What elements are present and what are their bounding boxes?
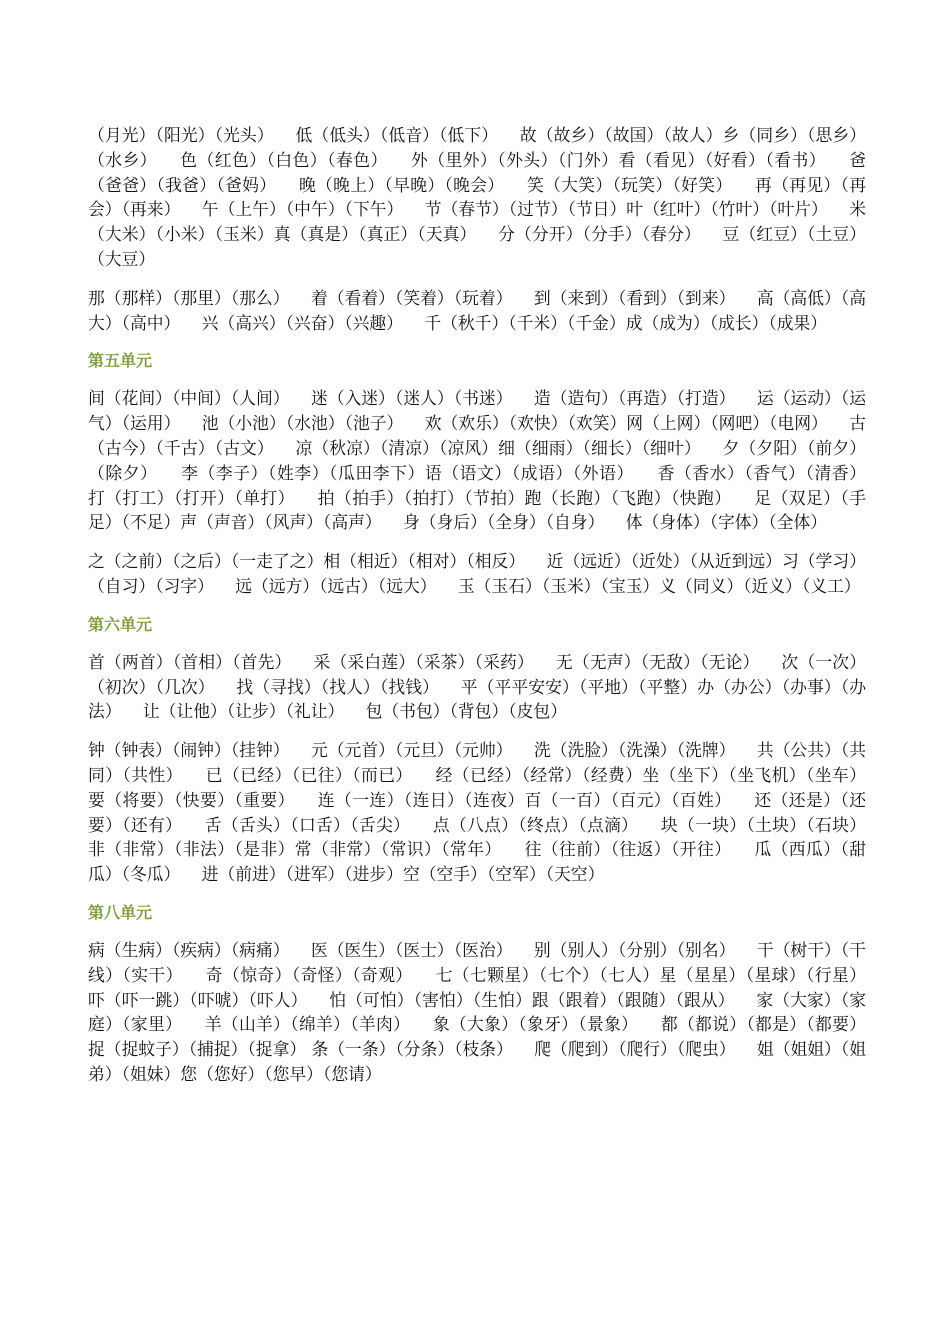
paragraph-unit4-part2: 那（那样）（那里）（那么） 着（看着）（笑着）（玩着） 到（来到）（看到）（到来） 高（高低）（高大）（高中） 兴（高兴）（兴奋）（兴趣） 千（秋千）（千米）（千金）成（成为）（成长）（成果） — [88, 287, 866, 333]
paragraph-unit4-part1: （月光）（阳光）（光头） 低（低头）（低音）（低下） 故（故乡）（故国）（故人）乡（同乡）（思乡）（水乡） 色（红色）（白色）（春色） 外（里外）（外头）（门外）看（看见）（好看）（看书） 爸（爸爸）（我爸）（爸妈） 晚（晚上）（早晚）（晚会） 笑（大笑）（玩笑）（好笑） 再（再见）（再会）（再来） 午（上午）（中午）（下午） 节（春节）（过节）（节日）叶（红叶）（竹叶）（叶片） 米（大米）（小米）（玉米）真（真是）（真正）（天真） 分（分开）（分手）（春分） 豆（红豆）（土豆）（大豆） — [88, 125, 866, 269]
paragraph-unit8-part1: 病（生病）（疾病）（病痛） 医（医生）（医士）（医治） 别（别人）（分别）（别名） 干（树干）（干线）（实干） 奇（惊奇）（奇怪）（奇观） 七（七颗星）（七个）（七人）星（星星）（星球）（行星） 吓（吓一跳）（吓唬）（吓人） 怕（可怕）（害怕）（生怕）跟（跟着）（跟随）（跟从） 家（大家）（家庭）（家里） 羊（山羊）（绵羊）（羊肉） 象（大象）（象牙）（景象） 都（都说）（都是）（都要） 捉（捉蚊子）（捕捉）（捉拿） 条（一条）（分条）（枝条） 爬（爬到）（爬行）（爬虫） 姐（姐姐）（姐弟）（姐妹）您（您好）（您早）（您请） — [88, 939, 888, 1084]
paragraph-unit5-part1: 间（花间）（中间）（人间） 迷（入迷）（迷人）（书迷） 造（造句）（再造）（打造） 运（运动）（运气）（运用） 池（小池）（水池）（池子） 欢（欢乐）（欢快）（欢笑）网（上网）（网吧）（电网） 古（古今）（千古）（古文） 凉（秋凉）（清凉）（凉风）细（细雨）（细长）（细叶） 夕（夕阳）（前夕）（除夕） 李（李子）（姓李）（瓜田李下）语（语文）（成语）（外语） 香（香水）（香气）（清香） 打（打工）（打开）（单打） 拍（拍手）（拍打）（节拍）跑（长跑）（飞跑）（快跑） 足（双足）（手足）（不足）声（声音）（风声）（高声） 身（身后）（全身）（自身） 体（身体）（字体）（全体） — [88, 388, 888, 533]
section-heading-unit8: 第八单元 — [88, 902, 153, 922]
paragraph-unit5-part2: 之（之前）（之后）（一走了之）相（相近）（相对）（相反） 近（远近）（近处）（从近到远）习（学习）（自习）（习字） 远（远方）（远古）（远大） 玉（玉石）（玉米）（宝玉）义（同义）（近义）（义工） — [88, 551, 866, 596]
paragraph-unit6-part1: 首（两首）（首相）（首先） 采（采白莲）（采茶）（采药） 无（无声）（无敌）（无论） 次（一次）（初次）（几次） 找（寻找）（找人）（找钱） 平（平平安安）（平地）（平整）办（办公）（办事）（办法） 让（让他）（让步）（礼让） 包（书包）（背包）（皮包） — [88, 651, 866, 722]
section-heading-unit5: 第五单元 — [88, 351, 153, 371]
section-heading-unit6: 第六单元 — [88, 614, 153, 634]
paragraph-unit6-part2: 钟（钟表）（闹钟）（挂钟） 元（元首）（元旦）（元帅） 洗（洗脸）（洗澡）（洗牌） 共（公共）（共同）（共性） 已（已经）（已往）（而已） 经（已经）（经常）（经费）坐（坐下）（坐飞机）（坐车） 要（将要）（快要）（重要） 连（一连）（连日）（连夜）百（一百）（百元）（百姓） 还（还是）（还要）（还有） 舌（舌头）（口舌）（舌尖） 点（八点）（终点）（点滴） 块（一块）（土块）（石块） 非（非常）（非法）（是非）常（非常）（常识）（常年） 往（往前）（往返）（开往） 瓜（西瓜）（甜瓜）（冬瓜） 进（前进）（进军）（进步）空（空手）（空军）（天空） — [88, 740, 888, 885]
